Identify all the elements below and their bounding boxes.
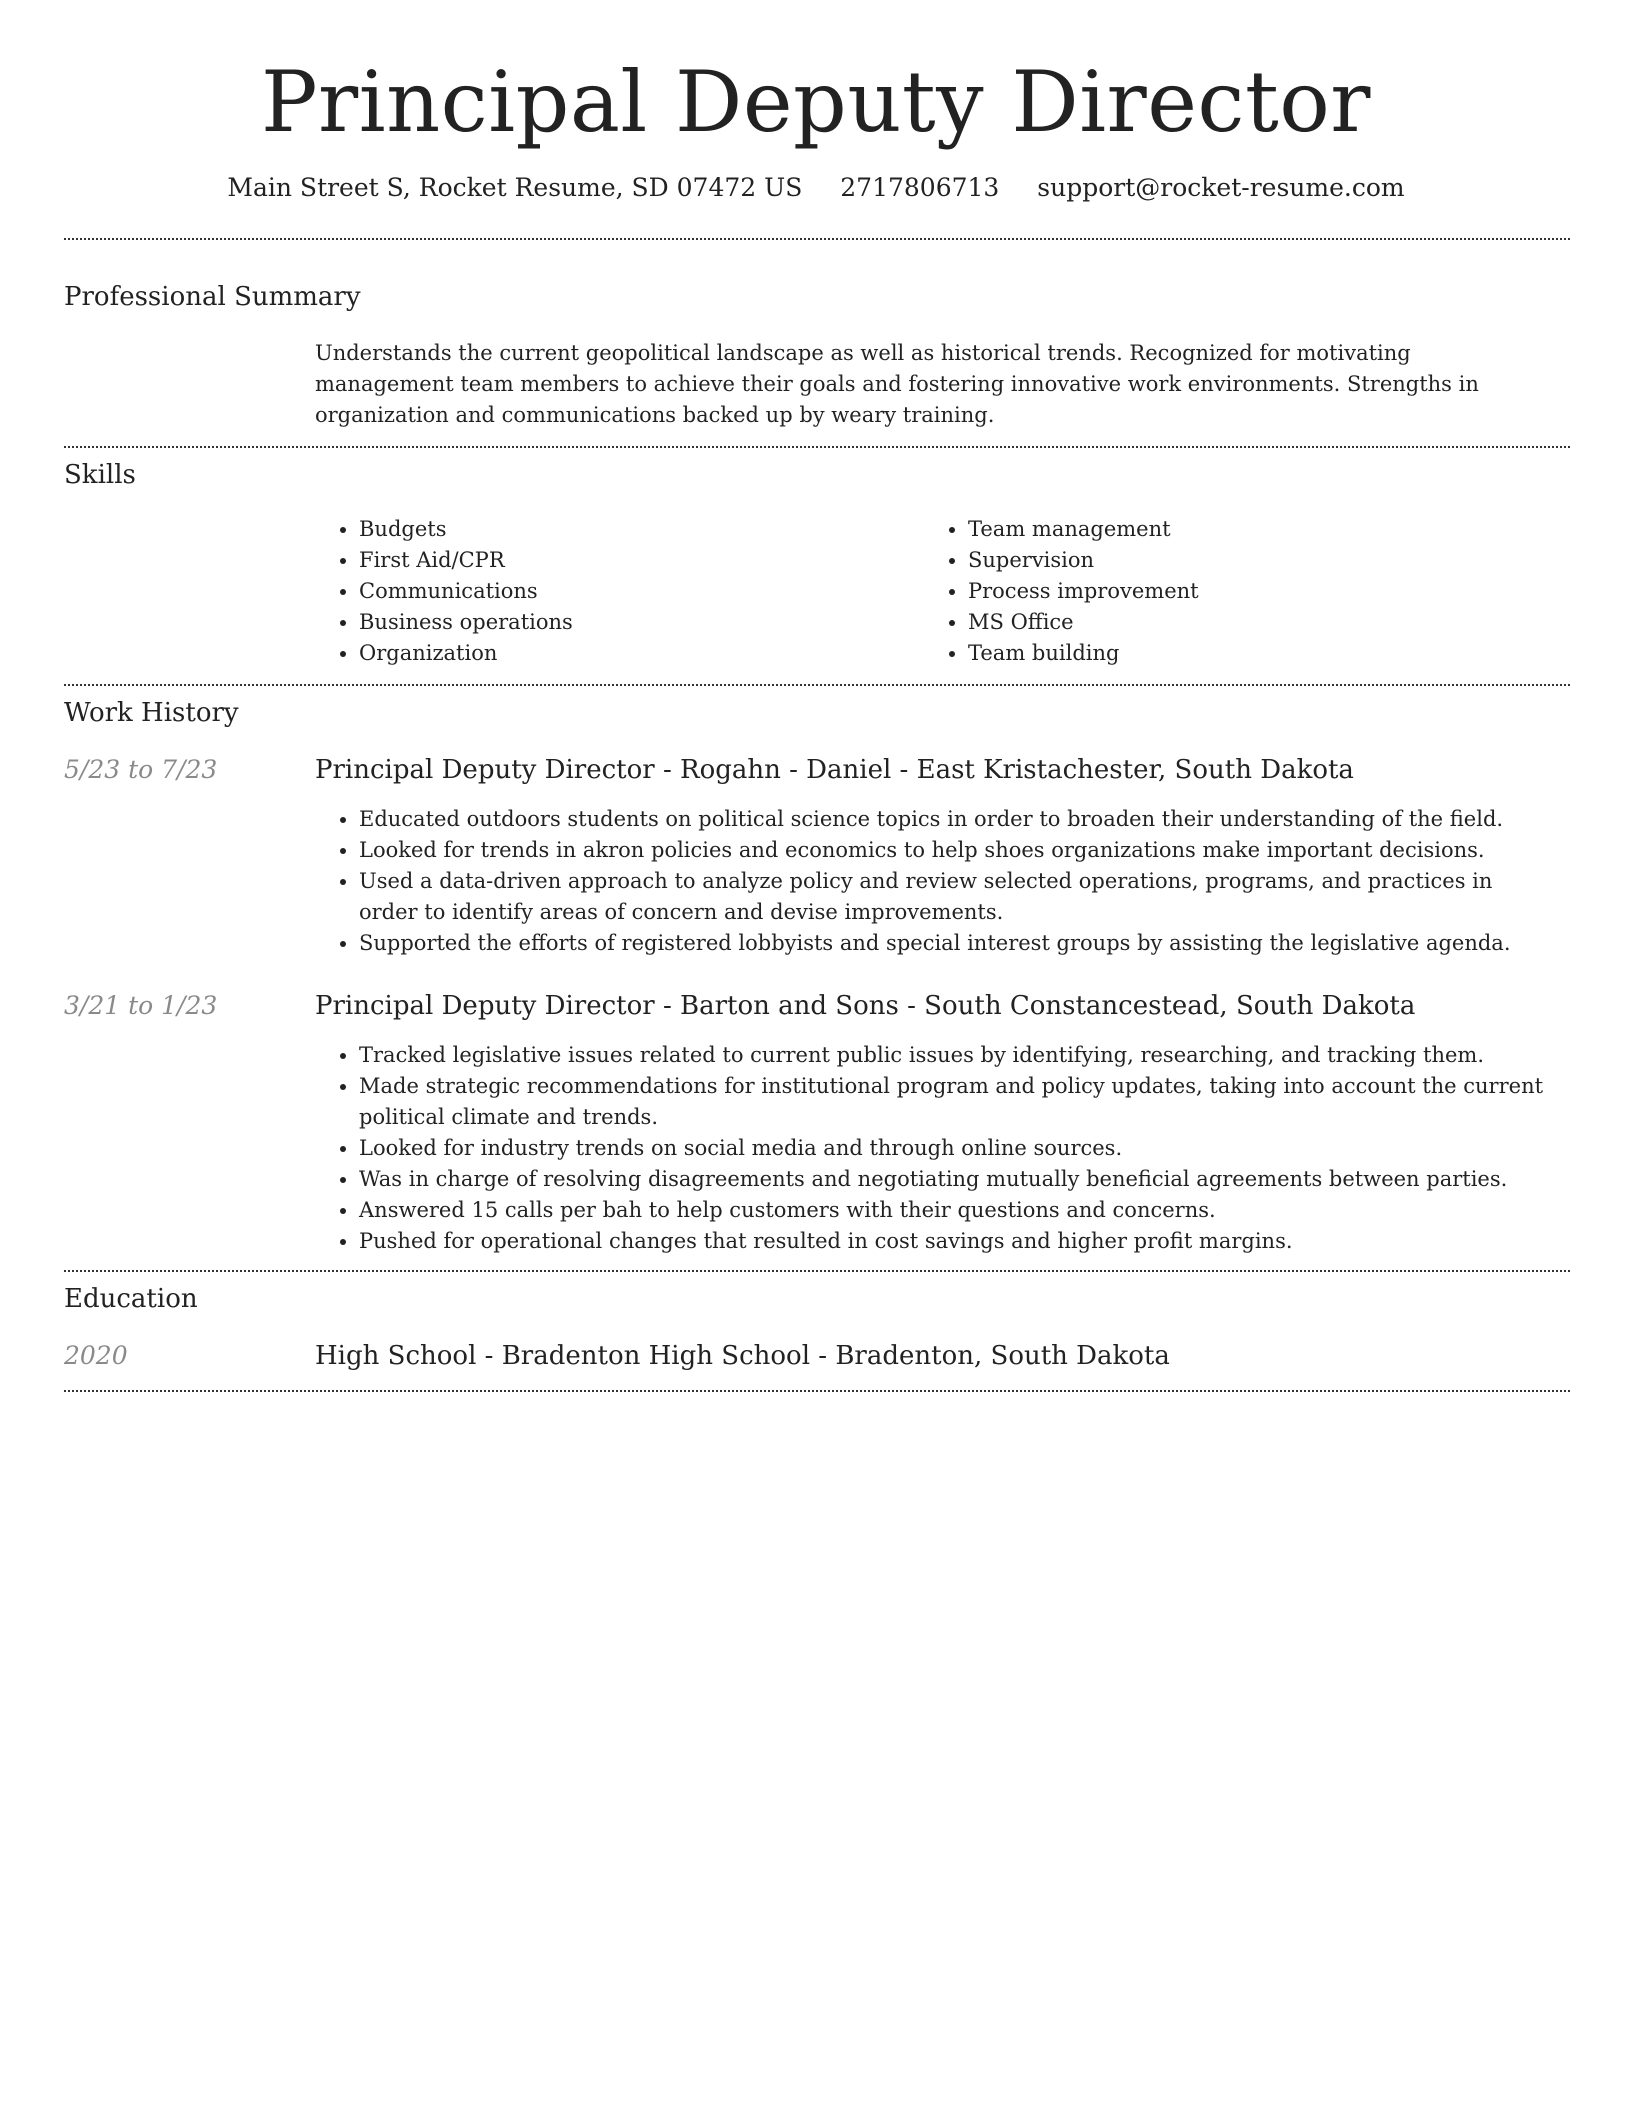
contact-email: support@rocket-resume.com bbox=[1037, 173, 1405, 202]
divider bbox=[64, 1270, 1570, 1272]
job-heading: Principal Deputy Director - Rogahn - Daniel - East Kristachester, South Dakota bbox=[315, 755, 1354, 785]
education-heading: High School - Bradenton High School - Bradenton, South Dakota bbox=[315, 1341, 1170, 1371]
section-title-work: Work History bbox=[64, 698, 239, 728]
skill-item: • Budgets bbox=[359, 514, 875, 545]
divider bbox=[64, 446, 1570, 448]
divider bbox=[64, 238, 1570, 240]
job-bullet: • Educated outdoors students on political science topics in order to broaden their understanding of the field. bbox=[359, 804, 1555, 835]
summary-text: Understands the current geopolitical landscape as well as historical trends. Recognized for motivating management team members to achieve their goals and fostering innovative work environments. Strengths in organization and communications backed up by weary training. bbox=[315, 341, 1479, 427]
job-dates: 3/21 to 1/23 bbox=[64, 991, 218, 1020]
job-bullets bbox=[315, 804, 1555, 959]
contact-phone: 2717806713 bbox=[840, 173, 1000, 202]
job-bullet: • Looked for industry trends on social media and through online sources. bbox=[359, 1133, 1555, 1164]
job-bullet: • Tracked legislative issues related to current public issues by identifying, researching, and tracking them. bbox=[359, 1040, 1555, 1071]
skill-item: • Process improvement bbox=[968, 576, 1484, 607]
skill-item: • Organization bbox=[359, 638, 875, 669]
skill-item: • Team building bbox=[968, 638, 1484, 669]
contact-line bbox=[0, 170, 1632, 206]
candidate-name: Principal Deputy Director bbox=[261, 53, 1371, 151]
job-bullet: • Was in charge of resolving disagreements and negotiating mutually beneficial agreements between parties. bbox=[359, 1164, 1555, 1195]
skills-column-right bbox=[924, 514, 1484, 669]
section-title-skills: Skills bbox=[64, 460, 136, 490]
job-bullet: • Supported the efforts of registered lobbyists and special interest groups by assisting the legislative agenda. bbox=[359, 928, 1555, 959]
contact-address: Main Street S, Rocket Resume, SD 07472 US bbox=[227, 173, 803, 202]
job-bullet: • Pushed for operational changes that resulted in cost savings and higher profit margins. bbox=[359, 1226, 1555, 1257]
skill-item: • Team management bbox=[968, 514, 1484, 545]
skill-item: • MS Office bbox=[968, 607, 1484, 638]
job-dates: 5/23 to 7/23 bbox=[64, 755, 218, 784]
job-bullets bbox=[315, 1040, 1555, 1257]
section-title-summary: Professional Summary bbox=[64, 282, 361, 312]
job-bullet: • Answered 15 calls per bah to help customers with their questions and concerns. bbox=[359, 1195, 1555, 1226]
skill-item: • First Aid/CPR bbox=[359, 545, 875, 576]
job-heading: Principal Deputy Director - Barton and Sons - South Constancestead, South Dakota bbox=[315, 991, 1416, 1021]
divider bbox=[64, 1390, 1570, 1392]
job-bullet: • Used a data-driven approach to analyze policy and review selected operations, programs, and practices in order to identify areas of concern and devise improvements. bbox=[359, 866, 1555, 928]
section-title-education: Education bbox=[64, 1284, 198, 1314]
divider bbox=[64, 684, 1570, 686]
education-year: 2020 bbox=[64, 1341, 128, 1370]
skill-item: • Business operations bbox=[359, 607, 875, 638]
skill-item: • Supervision bbox=[968, 545, 1484, 576]
job-bullet: • Looked for trends in akron policies and economics to help shoes organizations make important decisions. bbox=[359, 835, 1555, 866]
job-bullet: • Made strategic recommendations for institutional program and policy updates, taking into account the current political climate and trends. bbox=[359, 1071, 1555, 1133]
skills-column-left bbox=[315, 514, 875, 669]
skill-item: • Communications bbox=[359, 576, 875, 607]
